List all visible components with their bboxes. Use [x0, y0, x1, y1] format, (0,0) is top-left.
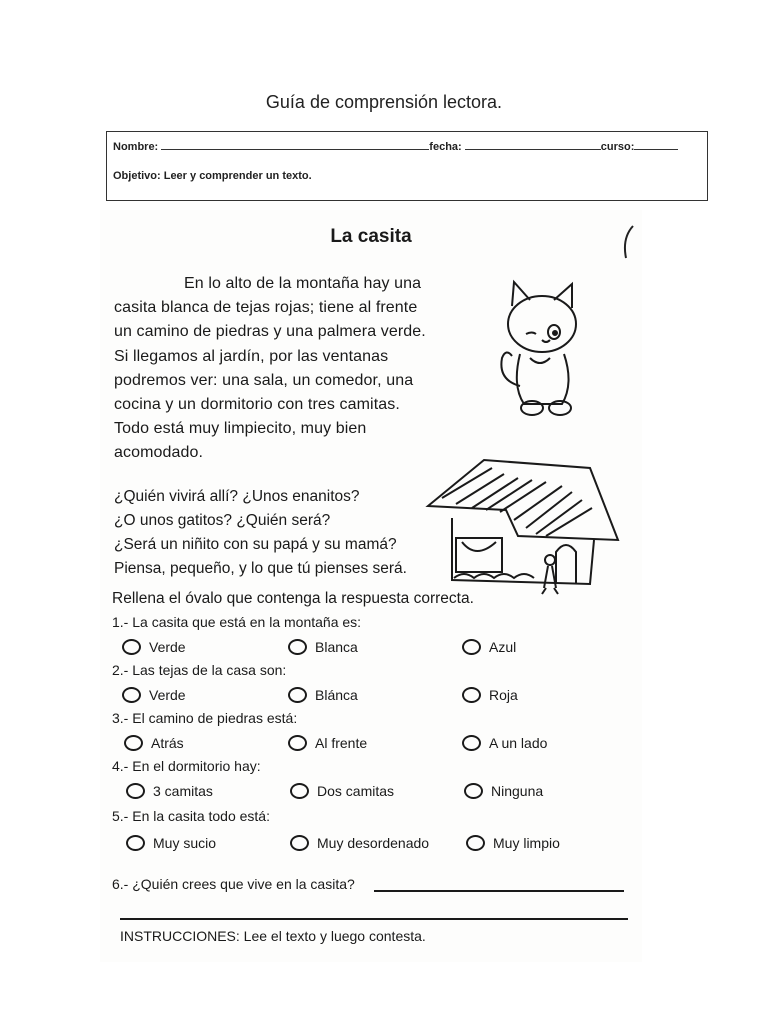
curso-label: curso:: [600, 141, 635, 153]
story-line: un camino de piedras y una palmera verde.: [114, 323, 426, 341]
story-line: acomodado.: [114, 444, 204, 462]
story-line: En lo alto de la montaña hay una: [184, 275, 422, 292]
student-info-line: [113, 139, 678, 153]
option-muy-desordenado[interactable]: [290, 832, 429, 854]
nombre-label: Nombre:: [113, 141, 159, 153]
oval-radio[interactable]: [122, 639, 141, 655]
option-atras[interactable]: [124, 732, 184, 754]
option-dos-camitas[interactable]: [290, 780, 394, 802]
option-label: Roja: [489, 687, 518, 703]
oval-radio[interactable]: [288, 687, 307, 703]
option-label: Muy sucio: [153, 835, 217, 851]
option-label: Verde: [149, 687, 186, 703]
footer-instructions: INSTRUCCIONES: Lee el texto y luego contesta.: [120, 928, 426, 944]
house-illustration: [422, 448, 632, 598]
question-6: [112, 876, 355, 892]
story-text: [114, 272, 464, 466]
story-question-line: ¿O unos gatitos? ¿Quién será?: [114, 512, 331, 529]
option-label: Atrás: [151, 735, 184, 751]
question-text: 3.- El camino de piedras está:: [112, 710, 298, 726]
scanned-worksheet: [100, 210, 642, 962]
option-3-camitas[interactable]: [126, 780, 213, 802]
oval-radio[interactable]: [462, 735, 481, 751]
option-blanca[interactable]: [288, 684, 358, 706]
option-verde[interactable]: [122, 684, 186, 706]
option-label: Verde: [149, 639, 186, 655]
story-question-line: Piensa, pequeño, y lo que tú pienses será.: [114, 560, 407, 577]
option-azul[interactable]: [462, 636, 516, 658]
option-label: A un lado: [489, 735, 548, 751]
oval-radio[interactable]: [290, 783, 309, 799]
oval-radio[interactable]: [462, 639, 481, 655]
question-text: 1.- La casita que está en la montaña es:: [112, 614, 362, 630]
oval-radio[interactable]: [290, 835, 309, 851]
question-text: 4.- En el dormitorio hay:: [112, 758, 261, 774]
kitten-illustration: [492, 276, 592, 424]
option-label: Ninguna: [491, 783, 544, 799]
option-label: Blánca: [315, 687, 358, 703]
story-line: podremos ver: una sala, un comedor, una: [114, 371, 414, 389]
option-muy-sucio[interactable]: [126, 832, 216, 854]
answer-field[interactable]: [374, 890, 624, 892]
story-line: Si llegamos al jardín, por las ventanas: [114, 347, 389, 365]
oval-radio[interactable]: [126, 835, 145, 851]
curso-field[interactable]: [634, 139, 678, 150]
option-roja[interactable]: [462, 684, 518, 706]
fecha-label: fecha:: [429, 141, 462, 153]
story-questions: [114, 485, 454, 581]
option-label: Muy limpio: [493, 835, 560, 851]
student-info-box: [106, 131, 708, 201]
oval-radio[interactable]: [122, 687, 141, 703]
option-label: 3 camitas: [153, 783, 213, 799]
option-muy-limpio[interactable]: [466, 832, 560, 854]
option-label: Muy desordenado: [317, 835, 430, 851]
option-label: Blanca: [315, 639, 358, 655]
question-text: 2.- Las tejas de la casa son:: [112, 662, 287, 678]
oval-radio[interactable]: [464, 783, 483, 799]
oval-radio[interactable]: [462, 687, 481, 703]
option-label: Dos camitas: [317, 783, 395, 799]
story-line: casita blanca de tejas rojas; tiene al frente: [114, 299, 418, 317]
option-blanca[interactable]: [288, 636, 358, 658]
oval-radio[interactable]: [124, 735, 143, 751]
nombre-field[interactable]: [161, 139, 429, 150]
oval-radio[interactable]: [466, 835, 485, 851]
worksheet-title: La casita: [330, 226, 412, 247]
question-text: 5.- En la casita todo está:: [112, 808, 270, 824]
page-title: Guía de comprensión lectora.: [265, 92, 503, 112]
option-al-frente[interactable]: [288, 732, 367, 754]
oval-radio[interactable]: [288, 639, 307, 655]
option-label: Al frente: [315, 735, 368, 751]
story-line: Todo está muy limpiecito, muy bien: [114, 420, 367, 438]
objetivo-text: Objetivo: Leer y comprender un texto.: [113, 170, 312, 182]
answer-line[interactable]: [120, 918, 628, 920]
oval-radio[interactable]: [288, 735, 307, 751]
fecha-field[interactable]: [465, 139, 601, 150]
option-ninguna[interactable]: [464, 780, 543, 802]
question-text: 6.- ¿Quién crees que vive en la casita?: [112, 876, 355, 892]
story-question-line: ¿Será un niñito con su papá y su mamá?: [114, 536, 397, 553]
story-line: cocina y un dormitorio con tres camitas.: [114, 396, 400, 414]
option-a-un-lado[interactable]: [462, 732, 547, 754]
instruction-text: Rellena el óvalo que contenga la respuesta correcta.: [112, 590, 474, 607]
oval-radio[interactable]: [126, 783, 145, 799]
option-verde[interactable]: [122, 636, 186, 658]
corner-mark-icon: [618, 224, 638, 260]
option-label: Azul: [489, 639, 517, 655]
story-question-line: ¿Quién vivirá allí? ¿Unos enanitos?: [114, 488, 360, 505]
